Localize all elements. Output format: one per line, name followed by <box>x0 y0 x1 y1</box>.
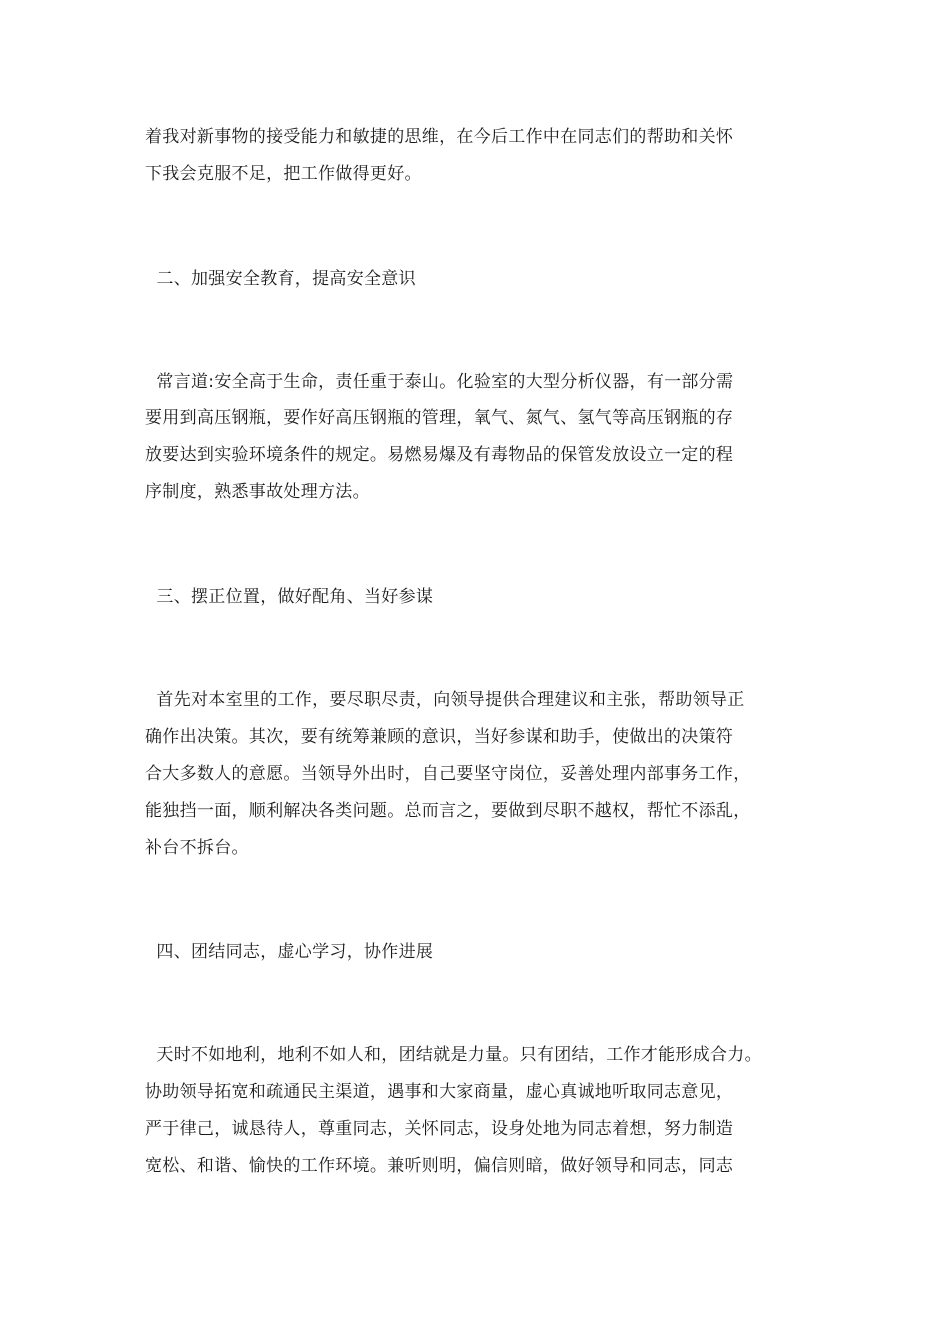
intro-line-2: 下我会克服不足，把工作做得更好。 <box>145 164 422 184</box>
section-4-line-1: 天时不如地利，地利不如人和，团结就是力量。只有团结，工作才能形成合力。 <box>145 1045 762 1065</box>
section-4-line-4: 宽松、和谐、愉快的工作环境。兼听则明，偏信则暗，做好领导和同志，同志 <box>145 1156 734 1176</box>
section-2-line-4: 序制度，熟悉事故处理方法。 <box>145 482 370 502</box>
section-3-line-1: 首先对本室里的工作，要尽职尽责，向领导提供合理建议和主张，帮助领导正 <box>145 690 745 710</box>
section-3-line-5: 补台不拆台。 <box>145 838 249 858</box>
section-2-line-1: 常言道:安全高于生命，责任重于泰山。化验室的大型分析仪器，有一部分需 <box>145 372 734 392</box>
section-heading-3: 三、摆正位置，做好配角、当好参谋 <box>145 587 434 607</box>
section-3-line-2: 确作出决策。其次，要有统筹兼顾的意识，当好参谋和助手，使做出的决策符 <box>145 727 734 747</box>
section-2-line-3: 放要达到实验环境条件的规定。易燃易爆及有毒物品的保管发放设立一定的程 <box>145 445 734 465</box>
section-3-line-3: 合大多数人的意愿。当领导外出时，自己要坚守岗位，妥善处理内部事务工作， <box>145 764 751 784</box>
section-heading-2: 二、加强安全教育，提高安全意识 <box>145 269 416 289</box>
intro-line-1: 着我对新事物的接受能力和敏捷的思维，在今后工作中在同志们的帮助和关怀 <box>145 127 734 147</box>
section-heading-4: 四、团结同志，虚心学习，协作进展 <box>145 942 434 962</box>
section-3-line-4: 能独挡一面，顺利解决各类问题。总而言之，要做到尽职不越权，帮忙不添乱， <box>145 801 751 821</box>
section-2-line-2: 要用到高压钢瓶，要作好高压钢瓶的管理，氧气、氮气、氢气等高压钢瓶的存 <box>145 408 734 428</box>
section-4-line-3: 严于律己，诚恳待人，尊重同志，关怀同志，设身处地为同志着想，努力制造 <box>145 1119 734 1139</box>
section-4-line-2: 协助领导拓宽和疏通民主渠道，遇事和大家商量，虚心真诚地听取同志意见， <box>145 1082 734 1102</box>
